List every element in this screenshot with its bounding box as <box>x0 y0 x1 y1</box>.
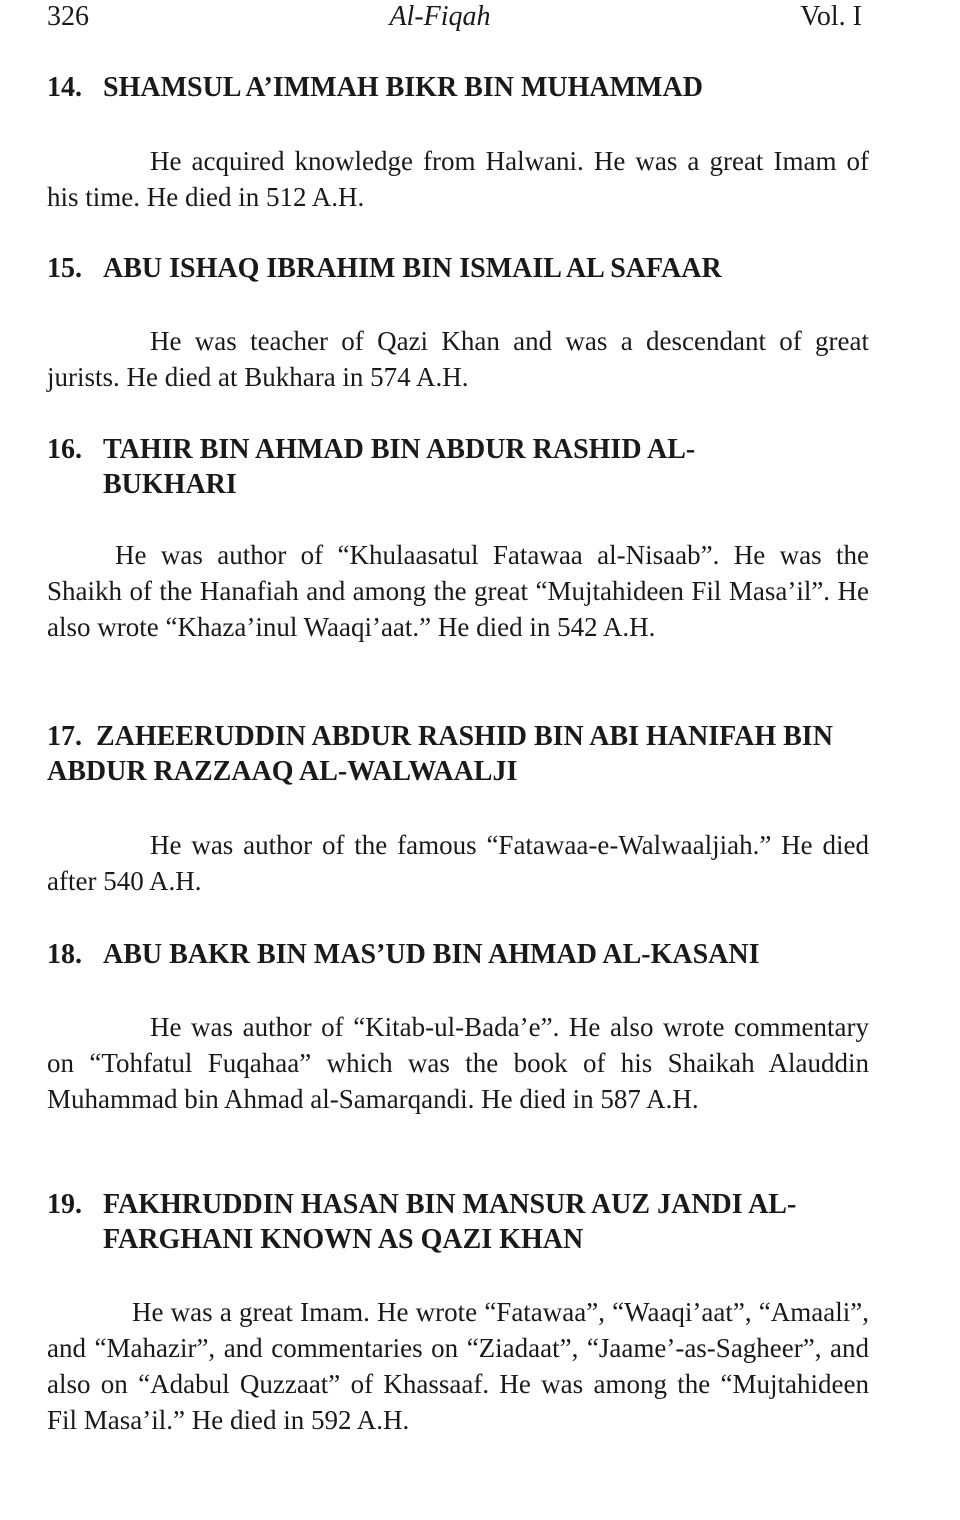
entry-heading <box>47 937 869 972</box>
entry-title: ZAHEERUDDIN ABDUR RASHID BIN ABI HANIFAH BIN ABDUR RAZZAAQ AL-WALWAALJI <box>47 721 833 787</box>
entry-text: He acquired knowledge from Halwani. He was a great Imam of his time. He died in 512 A.H. <box>47 146 869 212</box>
page-number: 326 <box>47 1 89 32</box>
entry-title: FAKHRUDDIN HASAN BIN MANSUR AUZ JANDI AL-FARGHANI KNOWN AS QAZI KHAN <box>103 1189 797 1255</box>
entry-number: 19. <box>47 1189 82 1220</box>
entry-number: 18. <box>47 939 82 970</box>
entry-number: 17. <box>47 721 82 752</box>
entry-14 <box>47 70 869 215</box>
entry-number: 15. <box>47 253 82 284</box>
entry-title: ABU BAKR BIN MAS’UD BIN AHMAD AL-KASANI <box>103 939 760 970</box>
entry-text: He was author of “Kitab-ul-Bada’e”. He also wrote commentary on “Tohfatul Fuqahaa” which was the book of his Shaikah Alauddin Muhammad bin Ahmad al-Samarqandi. He died in 587 A.H. <box>47 1012 869 1114</box>
volume-label: Vol. I <box>800 1 862 32</box>
entry-19 <box>47 1187 869 1438</box>
entry-17 <box>47 719 869 899</box>
entry-text: He was a great Imam. He wrote “Fatawaa”, “Waaqi’aat”, “Amaali”, and “Mahazir”, and commentaries on “Ziadaat”, “Jaame’-as-Sagheer”, and also on “Adabul Quzzaat” of Khassaaf. He was among the “Mujtahideen Fil Masa’il.” He died in 592 A.H. <box>47 1297 869 1435</box>
entry-heading <box>47 70 869 105</box>
entry-text: He was author of the famous “Fatawaa-e-Walwaaljiah.” He died after 540 A.H. <box>47 830 869 896</box>
entry-number: 14. <box>47 72 82 103</box>
entry-number: 16. <box>47 434 82 465</box>
running-title: Al-Fiqah <box>389 1 491 32</box>
entry-text: He was author of “Khulaasatul Fatawaa al-Nisaab”. He was the Shaikh of the Hanafiah and among the great “Mujtahideen Fil Masa’il”. He also wrote “Khaza’inul Waaqi’aat.” He died in 542 A.H. <box>47 540 869 642</box>
entry-18 <box>47 937 869 1117</box>
entry-title: ABU ISHAQ IBRAHIM BIN ISMAIL AL SAFAAR <box>103 253 722 284</box>
entry-heading <box>47 251 869 286</box>
entry-16 <box>47 432 869 645</box>
entry-title: SHAMSUL A’IMMAH BIKR BIN MUHAMMAD <box>103 72 703 103</box>
entry-heading <box>47 719 869 789</box>
entry-title: TAHIR BIN AHMAD BIN ABDUR RASHID AL-BUKHARI <box>103 434 696 500</box>
entry-text: He was teacher of Qazi Khan and was a descendant of great jurists. He died at Bukhara in 574 A.H. <box>47 326 869 392</box>
entry-15 <box>47 251 869 395</box>
entry-heading <box>47 1187 827 1257</box>
entry-heading <box>47 432 747 502</box>
